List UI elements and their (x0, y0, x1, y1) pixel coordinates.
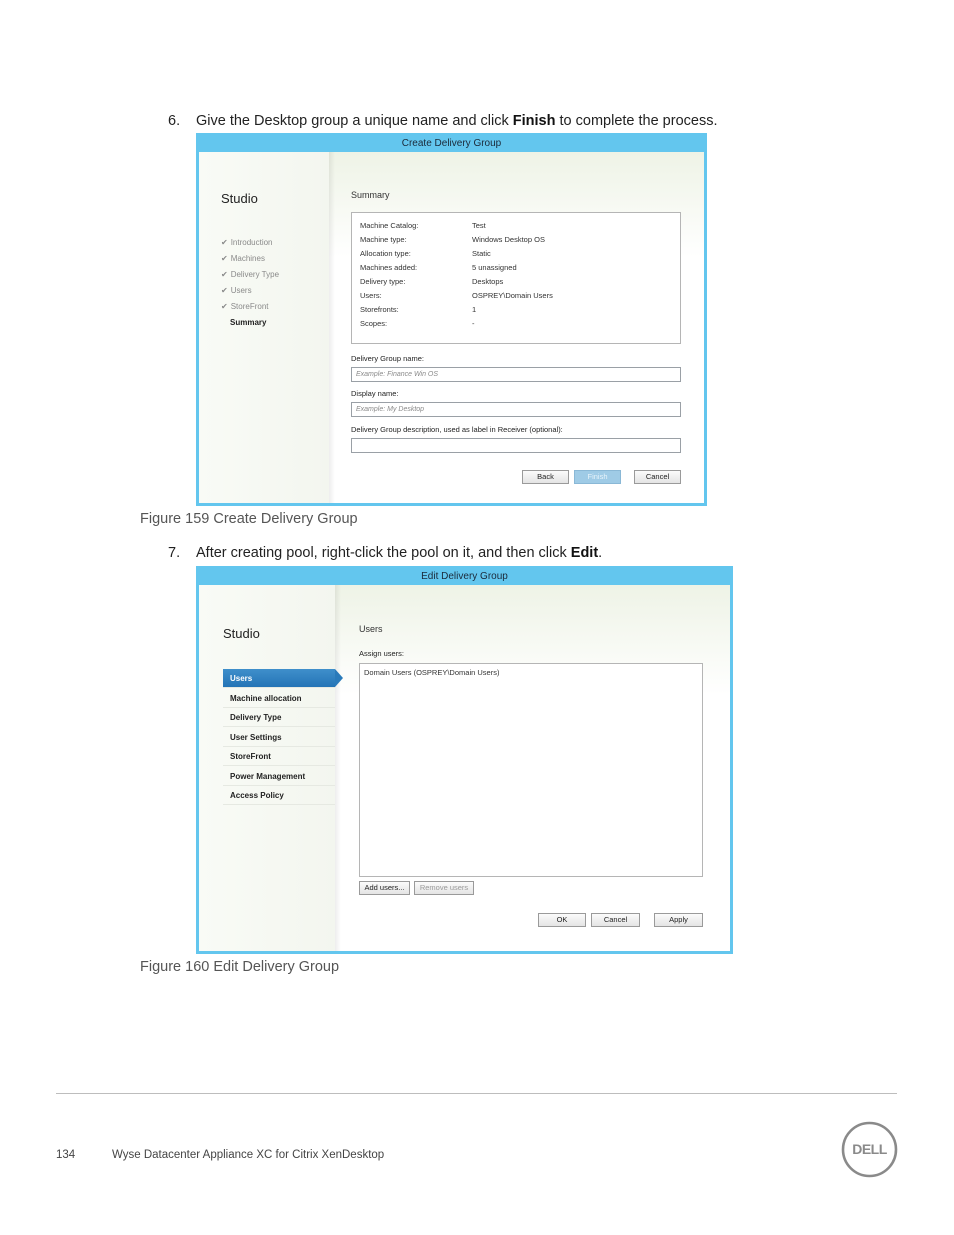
studio-label: Studio (223, 626, 260, 641)
footer-divider (56, 1093, 897, 1094)
window-title: Create Delivery Group (401, 138, 502, 149)
list-item[interactable]: Domain Users (OSPREY\Domain Users) (364, 668, 500, 677)
summary-value: OSPREY\Domain Users (472, 291, 553, 300)
display-name-input[interactable]: Example: My Desktop (351, 402, 681, 417)
wizard-step-label: Machines (230, 254, 265, 263)
checkmark-icon: ✔ (221, 302, 228, 311)
section-title: Users (359, 624, 383, 634)
assign-users-label: Assign users: (359, 649, 405, 658)
summary-panel (351, 212, 681, 344)
nav-item-storefront[interactable]: StoreFront (223, 747, 335, 766)
summary-key: Users: (360, 291, 382, 300)
window-client (199, 585, 730, 951)
page-number: 134 (56, 1149, 76, 1161)
cancel-button[interactable]: Cancel (634, 470, 681, 484)
summary-value: 5 unassigned (472, 263, 517, 272)
remove-users-button[interactable]: Remove users (414, 881, 474, 895)
summary-value: Desktops (472, 277, 504, 286)
wizard-step-label: Introduction (230, 238, 273, 247)
summary-key: Delivery type: (360, 277, 406, 286)
create-delivery-group-window (196, 133, 707, 506)
cancel-button[interactable]: Cancel (591, 913, 640, 927)
checkmark-icon: ✔ (221, 254, 228, 263)
summary-key: Storefronts: (360, 305, 399, 314)
pane-divider (335, 585, 341, 951)
summary-key: Machine type: (360, 235, 407, 244)
wizard-step-label: Summary (230, 318, 267, 327)
summary-value: Windows Desktop OS (472, 235, 545, 244)
apply-button[interactable]: Apply (654, 913, 703, 927)
wizard-step-summary (230, 318, 266, 327)
dell-logo-icon (841, 1121, 898, 1178)
summary-value: Test (472, 221, 486, 230)
add-users-button[interactable]: Add users... (359, 881, 410, 895)
group-name-input[interactable]: Example: Finance Win OS (351, 367, 681, 382)
summary-value: 1 (472, 305, 477, 314)
nav-item-user-settings[interactable]: User Settings (223, 728, 335, 747)
edit-delivery-group-window (196, 566, 733, 954)
ok-button[interactable]: OK (538, 913, 586, 927)
wizard-nav-pane (199, 152, 329, 503)
display-name-label: Display name: (351, 389, 399, 398)
nav-item-access-policy[interactable]: Access Policy (223, 786, 335, 805)
nav-item-machine-allocation[interactable]: Machine allocation (223, 689, 335, 708)
summary-key: Machine Catalog: (360, 221, 419, 230)
window-client (199, 152, 704, 503)
summary-value: Static (472, 249, 491, 258)
summary-key: Machines added: (360, 263, 418, 272)
step-number: 6. (168, 113, 181, 129)
figure-160-caption: Figure 160 Edit Delivery Group (140, 959, 340, 975)
checkmark-icon: ✔ (221, 238, 228, 247)
description-label: Delivery Group description, used as label in Receiver (optional): (351, 425, 563, 434)
pane-divider (329, 152, 335, 503)
summary-key: Allocation type: (360, 249, 411, 258)
assigned-users-list[interactable] (359, 663, 703, 877)
window-title: Edit Delivery Group (421, 571, 508, 582)
description-input[interactable] (351, 438, 681, 453)
step-text: After creating pool, right-click the pool on it, and then click Edit. (196, 545, 603, 561)
finish-button[interactable]: Finish (574, 470, 621, 484)
wizard-step-delivery-type (221, 270, 279, 279)
nav-item-power-management[interactable]: Power Management (223, 767, 335, 786)
summary-value: - (472, 319, 475, 328)
wizard-step-label: Users (230, 286, 252, 295)
wizard-step-machines (221, 254, 265, 263)
nav-item-delivery-type[interactable]: Delivery Type (223, 708, 335, 727)
step-number: 7. (168, 545, 181, 561)
step-text: Give the Desktop group a unique name and click Finish to complete the process. (196, 113, 718, 129)
nav-item-users[interactable]: Users (223, 669, 335, 688)
figure-159-caption: Figure 159 Create Delivery Group (140, 511, 358, 527)
studio-label: Studio (221, 191, 258, 206)
summary-key: Scopes: (360, 319, 388, 328)
footer-title: Wyse Datacenter Appliance XC for Citrix XenDesktop (112, 1149, 385, 1161)
wizard-step-label: StoreFront (230, 302, 269, 311)
wizard-step-label: Delivery Type (230, 270, 280, 279)
checkmark-icon: ✔ (221, 286, 228, 295)
svg-text:DELL: DELL (852, 1141, 887, 1157)
checkmark-icon: ✔ (221, 270, 228, 279)
wizard-step-introduction (221, 238, 273, 247)
wizard-step-users (221, 286, 252, 295)
group-name-label: Delivery Group name: (351, 354, 424, 363)
wizard-step-storefront (221, 302, 269, 311)
back-button[interactable]: Back (522, 470, 569, 484)
section-title: Summary (351, 190, 390, 200)
